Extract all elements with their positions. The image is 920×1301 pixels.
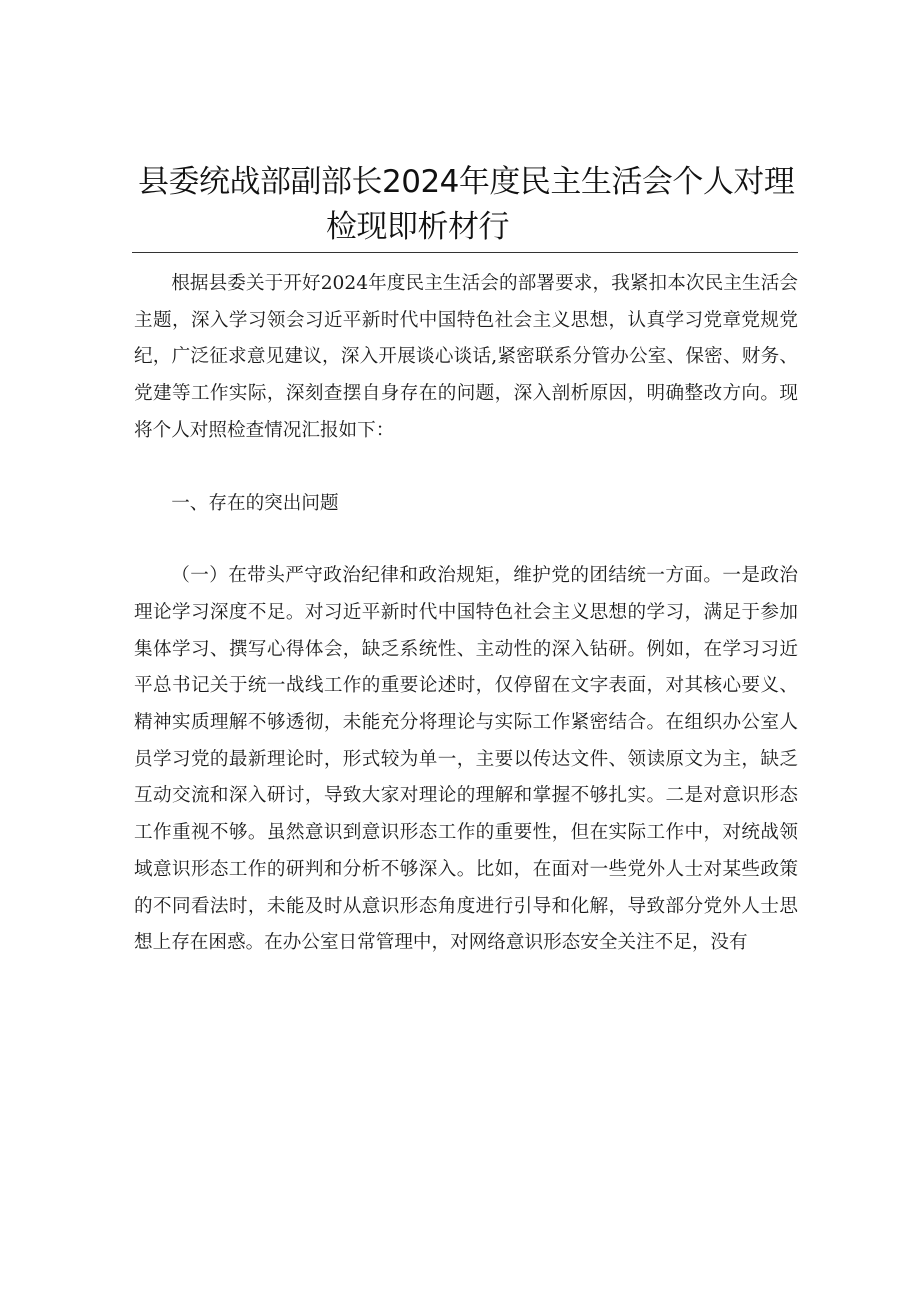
section-1-paragraph: （一）在带头严守政治纪律和政治规矩，维护党的团结统一方面。一是政治理论学习深度不足。对习近平新时代中国特色社会主义思想的学习，满足于参加集体学习、撰写心得体会，缺乏系统性、主动性的深入钻研。例如，在学习习近平总书记关于统一战线工作的重要论述时，仅停留在文字表面，对其核心要义、精神实质理解不够透彻，未能充分将理论与实际工作紧密结合。在组织办公室人员学习党的最新理论时，形式较为单一，主要以传达文件、领读原文为主，缺乏互动交流和深入研讨，导致大家对理论的理解和掌握不够扎实。二是对意识形态工作重视不够。虽然意识到意识形态工作的重要性，但在实际工作中，对统战领域意识形态工作的研判和分析不够深入。比如，在面对一些党外人士对某些政策的不同看法时，未能及时从意识形态角度进行引导和化解，导致部分党外人士思想上存在困惑。在办公室日常管理中，对网络意识形态安全关注不足，没有 <box>134 565 798 954</box>
title-line-1: 县委统战部副部长2024年度民主生活会个人对理 <box>138 164 795 200</box>
document-body <box>134 266 798 962</box>
title-line-2: 检现即析材行 <box>326 209 509 245</box>
section-heading: 一、存在的突出问题 <box>171 492 339 514</box>
document-title <box>132 160 798 253</box>
intro-paragraph: 根据县委关于开好2024年度民主生活会的部署要求，我紧扣本次民主生活会主题，深入学习领会习近平新时代中国特色社会主义思想，认真学习党章党规党纪，广泛征求意见建议，深入开展谈心谈话,紧密联系分管办公室、保密、财务、党建等工作实际，深刻查摆自身存在的问题，深入剖析原因，明确整改方向。现将个人对照检查情况汇报如下： <box>134 273 798 441</box>
